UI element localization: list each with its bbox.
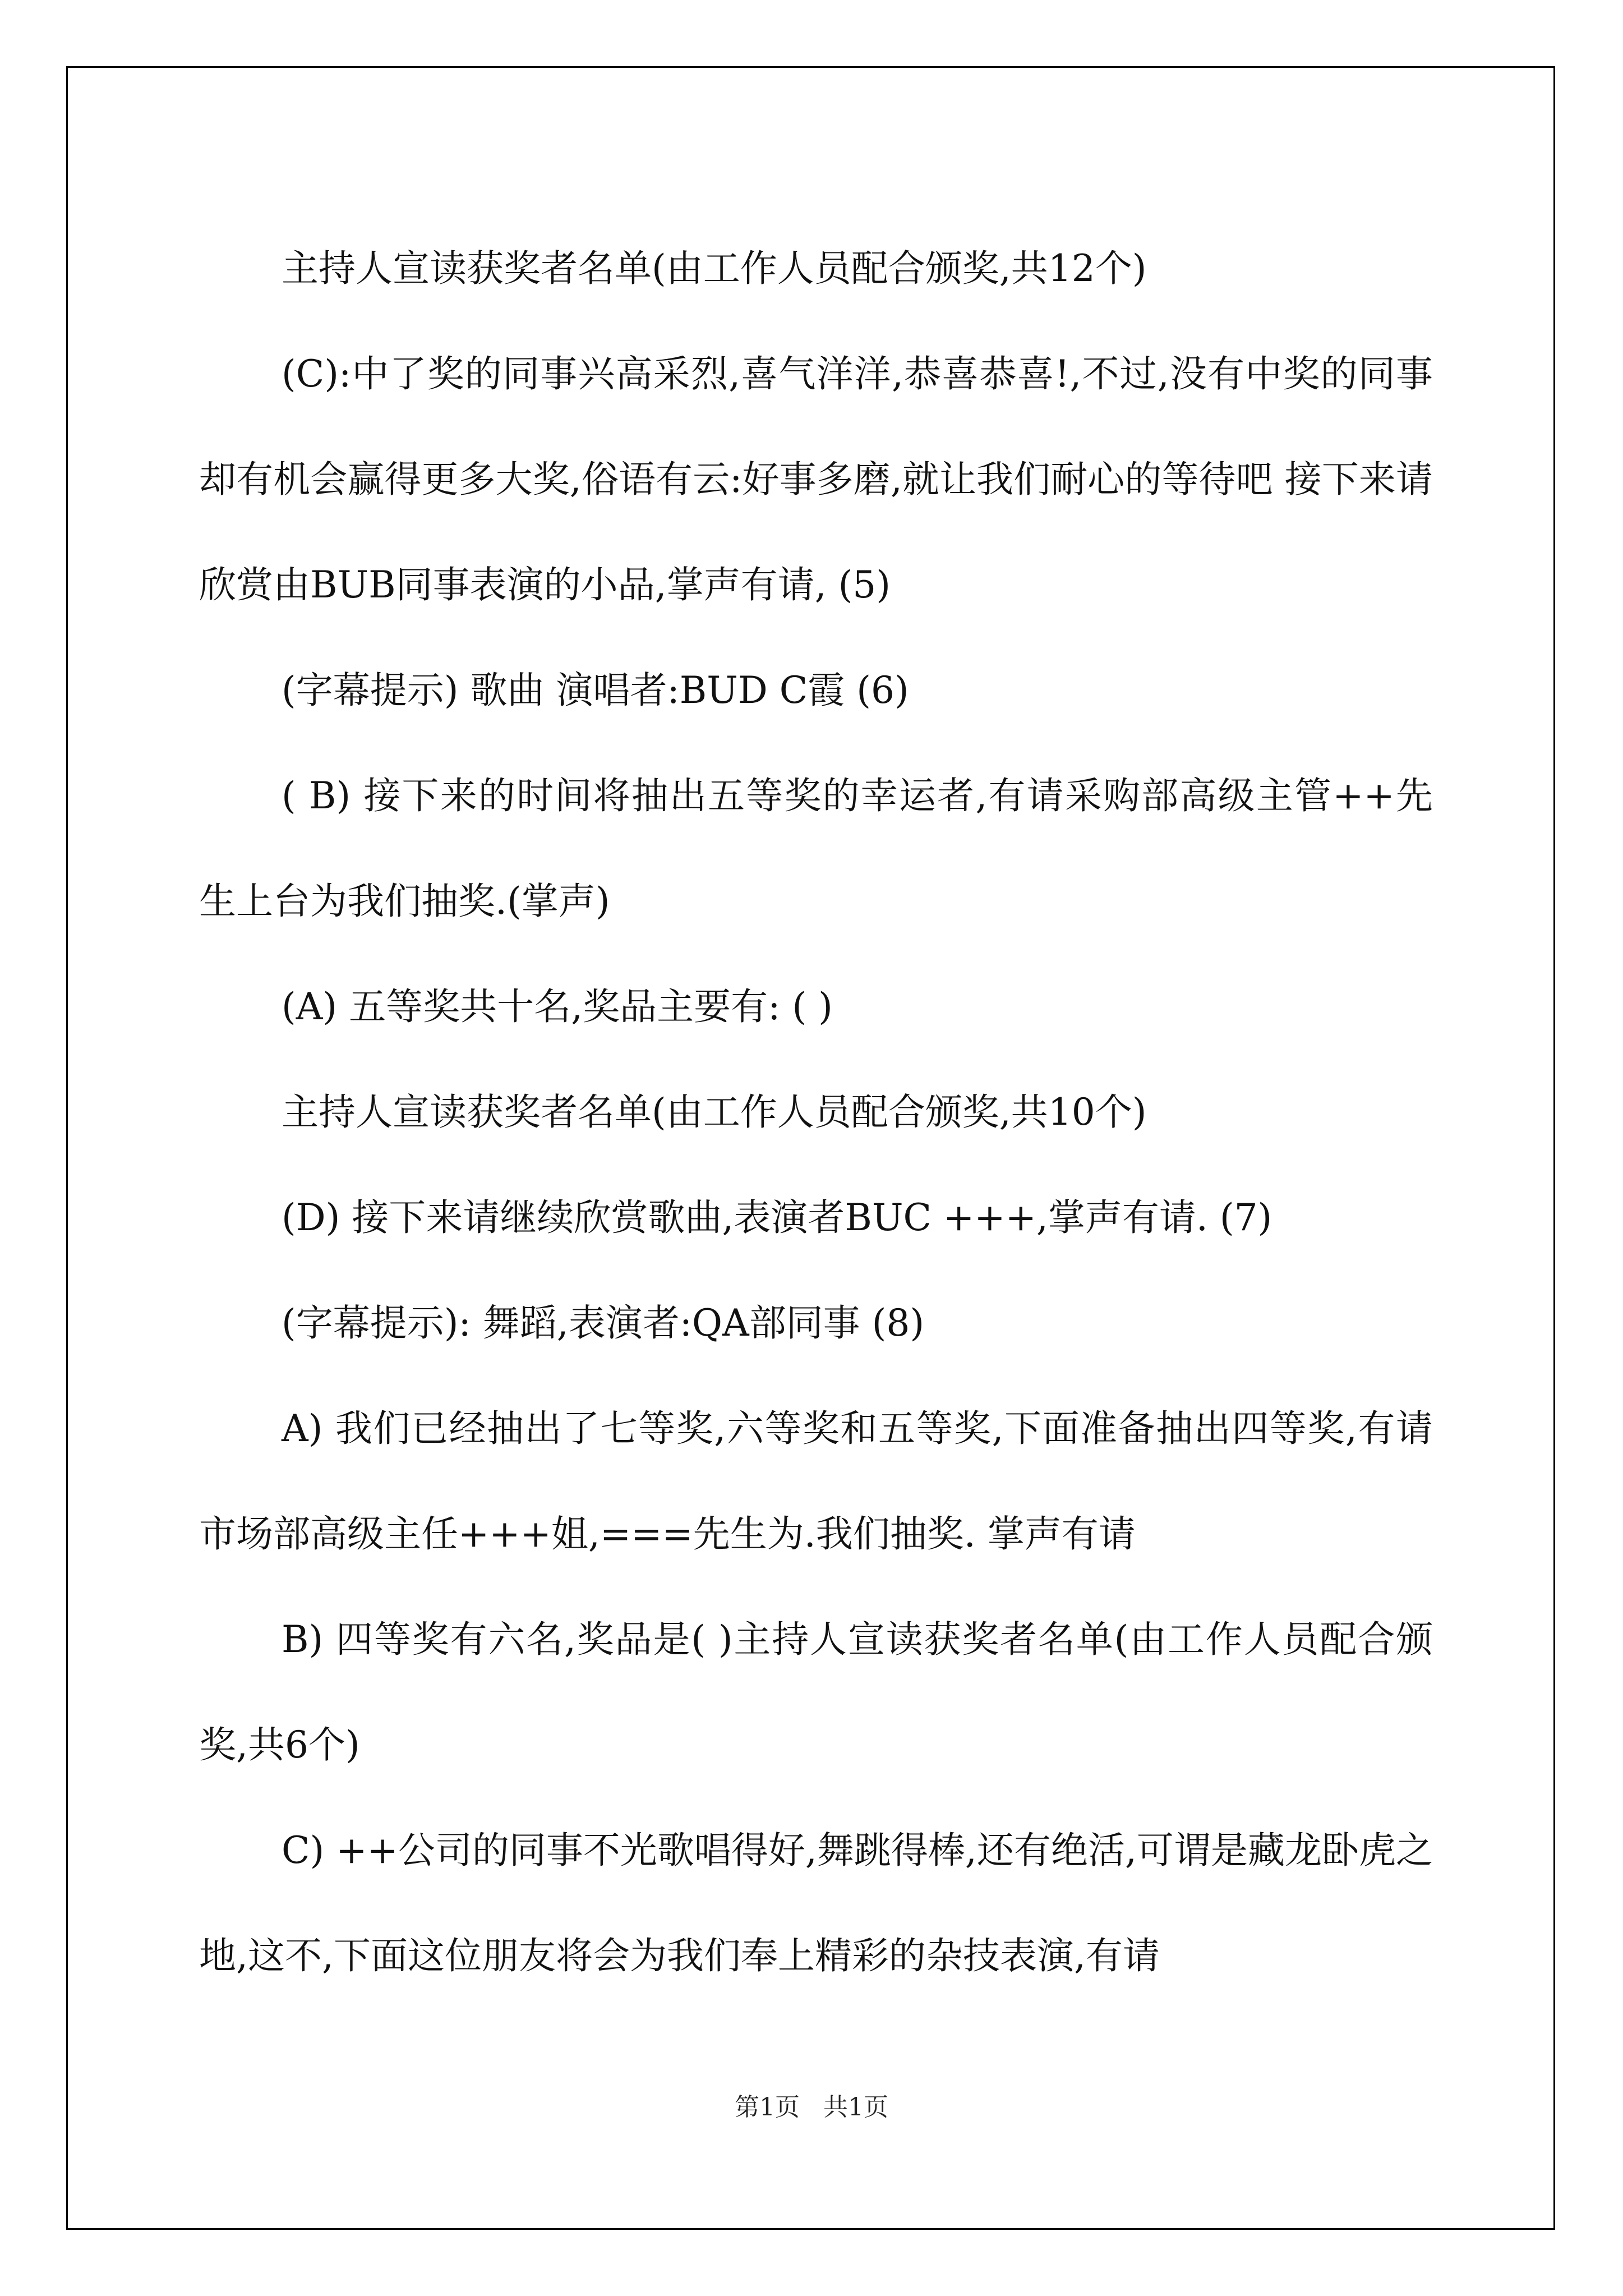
paragraph: (C):中了奖的同事兴高采烈,喜气洋洋,恭喜恭喜!,不过,没有中奖的同事却有机会赢得更多大奖,俗语有云:好事多磨,就让我们耐心的等待吧 接下来请欣赏由BUB同事表演的小品,掌声有请, (5) [199, 352, 1433, 606]
paragraph: (A) 五等奖共十名,奖品主要有: ( ) [282, 985, 833, 1028]
document-body [199, 216, 1433, 2009]
paragraph: B) 四等奖有六名,奖品是( )主持人宣读获奖者名单(由工作人员配合颁奖,共6个) [199, 1618, 1433, 1766]
paragraph: 主持人宣读获奖者名单(由工作人员配合颁奖,共12个) [282, 247, 1147, 290]
paragraph: C) ++公司的同事不光歌唱得好,舞跳得棒,还有绝活,可谓是藏龙卧虎之地,这不,下面这位朋友将会为我们奉上精彩的杂技表演,有请 [199, 1829, 1433, 1977]
paragraph: A) 我们已经抽出了七等奖,六等奖和五等奖,下面准备抽出四等奖,有请市场部高级主任+++姐,===先生为.我们抽奖. 掌声有请 [199, 1407, 1433, 1556]
paragraph: ( B) 接下来的时间将抽出五等奖的幸运者,有请采购部高级主管++先生上台为我们抽奖.(掌声) [199, 774, 1433, 923]
paragraph: (字幕提示): 舞蹈,表演者:QA部同事 (8) [282, 1301, 925, 1345]
paragraph: 主持人宣读获奖者名单(由工作人员配合颁奖,共10个) [282, 1091, 1147, 1134]
page-footer: 第1页 共1页 [735, 2093, 888, 2122]
paragraph: (D) 接下来请继续欣赏歌曲,表演者BUC +++,掌声有请. (7) [282, 1196, 1272, 1239]
paragraph: (字幕提示) 歌曲 演唱者:BUD C霞 (6) [282, 669, 909, 712]
